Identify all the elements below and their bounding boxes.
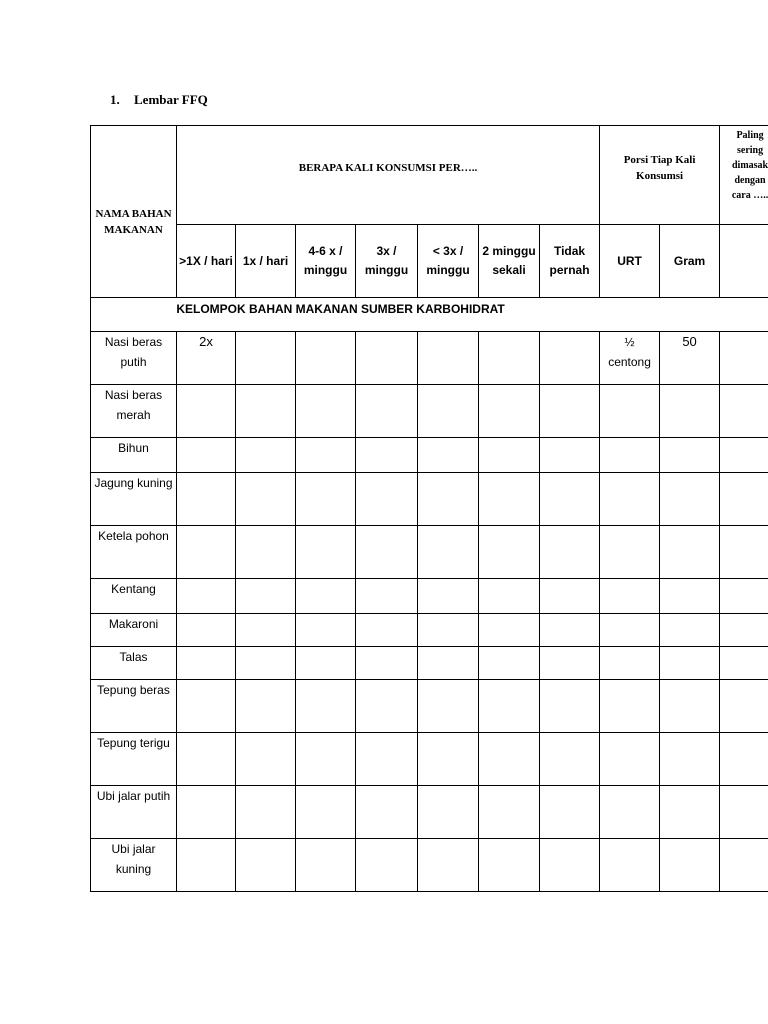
- food-name-cell: Ketela pohon: [91, 526, 177, 579]
- freq-4-6-weekly-cell[interactable]: [296, 733, 356, 786]
- freq-4-6-weekly-cell[interactable]: [296, 332, 356, 385]
- cooking-method-cell[interactable]: [720, 647, 768, 680]
- freq-header-once-daily: 1x / hari: [236, 225, 296, 298]
- freq-less-than-3-weekly-cell[interactable]: [418, 438, 479, 473]
- freq-never-cell[interactable]: [540, 614, 600, 647]
- cooking-method-line: Paling: [736, 130, 764, 141]
- portion-urt-cell[interactable]: [600, 647, 660, 680]
- cooking-method-header: [720, 126, 768, 225]
- freq-less-than-3-weekly-cell[interactable]: [418, 839, 479, 892]
- freq-3-weekly-cell[interactable]: [356, 647, 418, 680]
- freq-more-than-once-daily-cell[interactable]: [177, 647, 236, 680]
- freq-never-cell[interactable]: [540, 385, 600, 438]
- freq-biweekly-cell[interactable]: [479, 473, 540, 526]
- portion-urt-cell[interactable]: [600, 385, 660, 438]
- cooking-method-line: cara …..: [731, 190, 768, 201]
- freq-never-cell[interactable]: [540, 733, 600, 786]
- heading-number: 1.: [110, 92, 120, 107]
- freq-less-than-3-weekly-cell[interactable]: [418, 332, 479, 385]
- food-name-cell: Jagung kuning: [91, 473, 177, 526]
- food-name-cell: Tepung beras: [91, 680, 177, 733]
- ffq-sheet: [90, 125, 768, 892]
- freq-3-weekly-cell[interactable]: [356, 786, 418, 839]
- cooking-method-line: dengan: [734, 175, 766, 186]
- freq-4-6-weekly-cell[interactable]: [296, 473, 356, 526]
- freq-less-than-3-weekly-cell[interactable]: [418, 647, 479, 680]
- portion-header-urt: URT: [600, 225, 660, 298]
- freq-never-cell[interactable]: [540, 579, 600, 614]
- cooking-method-cell[interactable]: [720, 839, 768, 892]
- freq-biweekly-cell[interactable]: [479, 385, 540, 438]
- food-name-cell: Kentang: [91, 579, 177, 614]
- freq-biweekly-cell[interactable]: [479, 332, 540, 385]
- food-name-cell: Nasi beras merah: [91, 385, 177, 438]
- freq-less-than-3-weekly-cell[interactable]: [418, 614, 479, 647]
- name-column-header: NAMA BAHAN MAKANAN: [91, 126, 177, 298]
- portion-gram-cell[interactable]: [660, 786, 720, 839]
- freq-3-weekly-cell[interactable]: [356, 614, 418, 647]
- freq-4-6-weekly-cell[interactable]: [296, 614, 356, 647]
- food-row: [91, 332, 768, 385]
- cooking-method-cell[interactable]: [720, 385, 768, 438]
- freq-less-than-3-weekly-cell[interactable]: [418, 473, 479, 526]
- portion-urt-cell[interactable]: [600, 733, 660, 786]
- freq-4-6-weekly-cell[interactable]: [296, 839, 356, 892]
- freq-biweekly-cell[interactable]: [479, 438, 540, 473]
- freq-more-than-once-daily-cell[interactable]: [177, 614, 236, 647]
- freq-more-than-once-daily-cell[interactable]: [177, 680, 236, 733]
- freq-header-never: Tidak pernah: [540, 225, 600, 298]
- food-row: [91, 385, 768, 438]
- freq-4-6-weekly-cell[interactable]: [296, 579, 356, 614]
- freq-3-weekly-cell[interactable]: [356, 733, 418, 786]
- freq-biweekly-cell[interactable]: [479, 614, 540, 647]
- food-name-cell: Makaroni: [91, 614, 177, 647]
- freq-once-daily-cell[interactable]: [236, 473, 296, 526]
- freq-4-6-weekly-cell[interactable]: [296, 385, 356, 438]
- freq-less-than-3-weekly-cell[interactable]: [418, 680, 479, 733]
- freq-more-than-once-daily-cell[interactable]: [177, 526, 236, 579]
- freq-more-than-once-daily-cell[interactable]: [177, 385, 236, 438]
- freq-never-cell[interactable]: [540, 786, 600, 839]
- freq-header-less-than-3-weekly: < 3x / minggu: [418, 225, 479, 298]
- food-row: [91, 839, 768, 892]
- portion-gram-cell[interactable]: [660, 680, 720, 733]
- freq-less-than-3-weekly-cell[interactable]: [418, 786, 479, 839]
- cooking-method-cell[interactable]: [720, 526, 768, 579]
- freq-more-than-once-daily-cell[interactable]: [177, 473, 236, 526]
- freq-once-daily-cell[interactable]: [236, 733, 296, 786]
- freq-4-6-weekly-cell[interactable]: [296, 786, 356, 839]
- freq-once-daily-cell[interactable]: [236, 680, 296, 733]
- freq-4-6-weekly-cell[interactable]: [296, 680, 356, 733]
- freq-biweekly-cell[interactable]: [479, 733, 540, 786]
- freq-3-weekly-cell[interactable]: [356, 473, 418, 526]
- freq-header-3-weekly: 3x / minggu: [356, 225, 418, 298]
- food-name-cell: Talas: [91, 647, 177, 680]
- freq-3-weekly-cell[interactable]: [356, 839, 418, 892]
- freq-less-than-3-weekly-cell[interactable]: [418, 526, 479, 579]
- freq-never-cell[interactable]: [540, 473, 600, 526]
- portion-gram-cell[interactable]: [660, 438, 720, 473]
- freq-3-weekly-cell[interactable]: [356, 385, 418, 438]
- freq-once-daily-cell[interactable]: [236, 614, 296, 647]
- form-heading: [110, 92, 208, 108]
- cooking-method-cell[interactable]: [720, 473, 768, 526]
- freq-never-cell[interactable]: [540, 332, 600, 385]
- cooking-method-line: dimasak: [732, 160, 768, 171]
- freq-more-than-once-daily-cell[interactable]: [177, 733, 236, 786]
- freq-once-daily-cell[interactable]: [236, 786, 296, 839]
- freq-header-4-6-weekly: 4-6 x / minggu: [296, 225, 356, 298]
- food-group-title: KELOMPOK BAHAN MAKANAN SUMBER KARBOHIDRAT: [91, 298, 768, 332]
- cooking-method-cell[interactable]: [720, 786, 768, 839]
- food-row: [91, 614, 768, 647]
- freq-4-6-weekly-cell[interactable]: [296, 647, 356, 680]
- freq-more-than-once-daily-cell[interactable]: [177, 579, 236, 614]
- freq-never-cell[interactable]: [540, 526, 600, 579]
- portion-gram-cell[interactable]: [660, 526, 720, 579]
- food-row: [91, 438, 768, 473]
- portion-urt-cell[interactable]: ½ centong: [600, 332, 660, 385]
- freq-more-than-once-daily-cell[interactable]: [177, 839, 236, 892]
- food-row: [91, 526, 768, 579]
- freq-once-daily-cell[interactable]: [236, 526, 296, 579]
- cooking-method-line: sering: [737, 145, 764, 156]
- food-row: [91, 680, 768, 733]
- cooking-method-subheader: [720, 225, 768, 298]
- portion-urt-cell[interactable]: [600, 680, 660, 733]
- portion-urt-cell[interactable]: [600, 526, 660, 579]
- freq-more-than-once-daily-cell[interactable]: [177, 786, 236, 839]
- freq-3-weekly-cell[interactable]: [356, 526, 418, 579]
- freq-never-cell[interactable]: [540, 839, 600, 892]
- food-name-cell: Bihun: [91, 438, 177, 473]
- cooking-method-cell[interactable]: [720, 614, 768, 647]
- freq-more-than-once-daily-cell[interactable]: 2x: [177, 332, 236, 385]
- freq-more-than-once-daily-cell[interactable]: [177, 438, 236, 473]
- ffq-table: [90, 125, 768, 892]
- cooking-method-cell[interactable]: [720, 680, 768, 733]
- cooking-method-cell[interactable]: [720, 438, 768, 473]
- portion-gram-cell[interactable]: 50: [660, 332, 720, 385]
- freq-biweekly-cell[interactable]: [479, 680, 540, 733]
- freq-3-weekly-cell[interactable]: [356, 332, 418, 385]
- freq-3-weekly-cell[interactable]: [356, 579, 418, 614]
- freq-less-than-3-weekly-cell[interactable]: [418, 733, 479, 786]
- frequency-group-header: BERAPA KALI KONSUMSI PER…..: [177, 126, 600, 225]
- portion-header-gram: Gram: [660, 225, 720, 298]
- portion-group-header: Porsi Tiap Kali Konsumsi: [600, 126, 720, 225]
- food-row: [91, 733, 768, 786]
- portion-urt-cell[interactable]: [600, 473, 660, 526]
- portion-urt-cell[interactable]: [600, 438, 660, 473]
- portion-gram-cell[interactable]: [660, 733, 720, 786]
- heading-title: Lembar FFQ: [134, 92, 208, 107]
- freq-once-daily-cell[interactable]: [236, 647, 296, 680]
- portion-gram-cell[interactable]: [660, 839, 720, 892]
- portion-urt-cell[interactable]: [600, 579, 660, 614]
- freq-header-biweekly: 2 minggu sekali: [479, 225, 540, 298]
- freq-biweekly-cell[interactable]: [479, 647, 540, 680]
- portion-gram-cell[interactable]: [660, 647, 720, 680]
- cooking-method-cell[interactable]: [720, 733, 768, 786]
- freq-never-cell[interactable]: [540, 647, 600, 680]
- freq-4-6-weekly-cell[interactable]: [296, 526, 356, 579]
- cooking-method-cell[interactable]: [720, 332, 768, 385]
- food-row: [91, 579, 768, 614]
- freq-less-than-3-weekly-cell[interactable]: [418, 579, 479, 614]
- food-name-cell: Nasi beras putih: [91, 332, 177, 385]
- food-name-cell: Ubi jalar kuning: [91, 839, 177, 892]
- ffq-table-body: [91, 126, 768, 892]
- freq-once-daily-cell[interactable]: [236, 579, 296, 614]
- food-name-cell: Tepung terigu: [91, 733, 177, 786]
- freq-4-6-weekly-cell[interactable]: [296, 438, 356, 473]
- freq-never-cell[interactable]: [540, 680, 600, 733]
- portion-urt-cell[interactable]: [600, 786, 660, 839]
- freq-header-more-than-once-daily: >1X / hari: [177, 225, 236, 298]
- food-row: [91, 786, 768, 839]
- freq-3-weekly-cell[interactable]: [356, 680, 418, 733]
- cooking-method-cell[interactable]: [720, 579, 768, 614]
- portion-gram-cell[interactable]: [660, 385, 720, 438]
- portion-urt-cell[interactable]: [600, 839, 660, 892]
- freq-once-daily-cell[interactable]: [236, 332, 296, 385]
- freq-never-cell[interactable]: [540, 438, 600, 473]
- portion-gram-cell[interactable]: [660, 473, 720, 526]
- freq-biweekly-cell[interactable]: [479, 526, 540, 579]
- portion-urt-cell[interactable]: [600, 614, 660, 647]
- portion-gram-cell[interactable]: [660, 614, 720, 647]
- food-name-cell: Ubi jalar putih: [91, 786, 177, 839]
- freq-3-weekly-cell[interactable]: [356, 438, 418, 473]
- freq-once-daily-cell[interactable]: [236, 385, 296, 438]
- food-row: [91, 647, 768, 680]
- freq-once-daily-cell[interactable]: [236, 839, 296, 892]
- freq-less-than-3-weekly-cell[interactable]: [418, 385, 479, 438]
- freq-biweekly-cell[interactable]: [479, 786, 540, 839]
- freq-biweekly-cell[interactable]: [479, 839, 540, 892]
- freq-once-daily-cell[interactable]: [236, 438, 296, 473]
- portion-gram-cell[interactable]: [660, 579, 720, 614]
- freq-biweekly-cell[interactable]: [479, 579, 540, 614]
- food-row: [91, 473, 768, 526]
